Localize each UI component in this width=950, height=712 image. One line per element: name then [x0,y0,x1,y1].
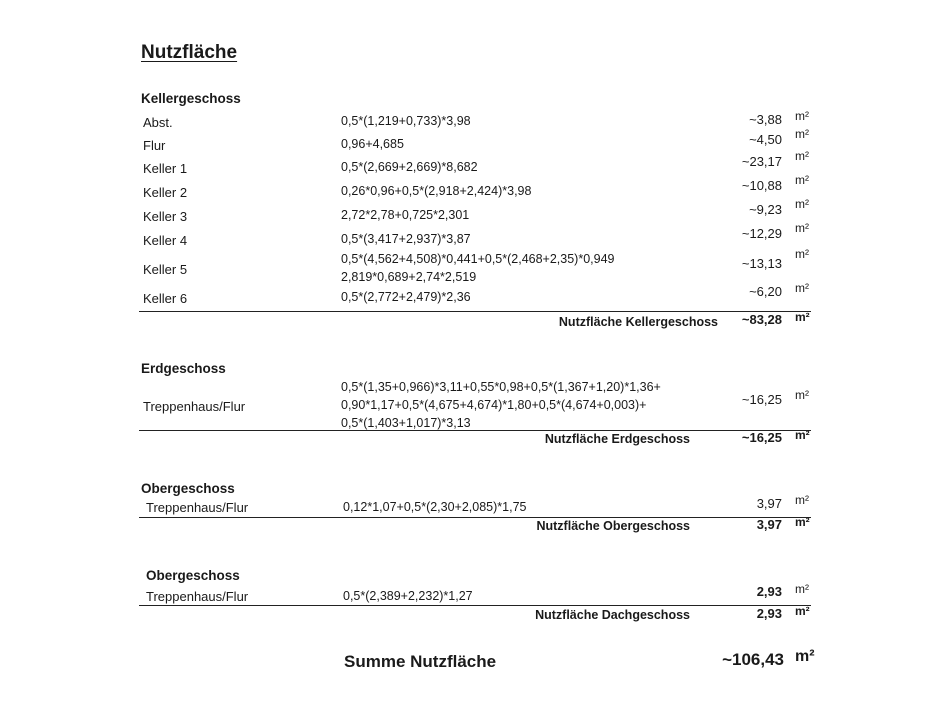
divider [139,430,811,431]
room-label: Treppenhaus/Flur [143,399,246,414]
area-unit: m² [795,493,809,507]
area-value: ~9,23 [749,202,782,217]
area-unit: m² [795,221,809,235]
section-sum-value: 2,93 [756,606,782,621]
room-label: Keller 3 [143,209,188,224]
area-value: ~3,88 [749,112,782,127]
area-formula: 0,5*(2,389+2,232)*1,27 [343,589,473,603]
room-label: Keller 4 [143,233,188,248]
room-label: Keller 5 [143,262,188,277]
area-value: ~10,88 [741,178,782,193]
area-formula: 0,5*(3,417+2,937)*3,87 [341,232,471,246]
section-sum-value: ~83,28 [741,312,782,327]
formula-line: 0,5*(4,562+4,508)*0,441+0,5*(2,468+2,35)*0,949 [341,252,615,266]
section-title-obergeschoss: Obergeschoss [141,481,235,496]
area-unit: m² [795,197,809,211]
section-sum-label: Nutzfläche Obergeschoss [536,519,690,533]
formula-line: 0,90*1,17+0,5*(4,675+4,674)*1,80+0,5*(4,674+0,003)+ [341,398,647,412]
divider [139,517,811,518]
formula-line: 0,5*(1,403+1,017)*3,13 [341,416,471,430]
area-formula [341,378,661,432]
section-title-erdgeschoss: Erdgeschoss [141,361,226,376]
area-unit: m² [795,127,809,141]
room-label: Abst. [143,115,173,130]
area-value: ~6,20 [749,284,782,299]
area-unit: m² [795,388,809,402]
area-formula: 0,96+4,685 [341,137,404,151]
area-unit: m² [795,149,809,163]
area-value: ~12,29 [741,226,782,241]
area-value: 3,97 [756,496,782,511]
section-title-kellergeschoss: Kellergeschoss [141,91,241,106]
area-unit: m² [795,173,809,187]
area-unit: m² [795,247,809,261]
area-formula: 0,26*0,96+0,5*(2,918+2,424)*3,98 [341,184,532,198]
area-value: ~23,17 [741,154,782,169]
page-title: Nutzfläche [141,42,238,63]
section-title-dachgeschoss: Obergeschoss [146,568,240,583]
area-value: 2,93 [756,584,782,599]
area-formula: 0,12*1,07+0,5*(2,30+2,085)*1,75 [343,500,527,514]
divider [139,311,811,312]
area-formula: 0,5*(2,669+2,669)*8,682 [341,160,478,174]
room-label: Treppenhaus/Flur [146,500,249,515]
total-value: ~106,43 [722,650,784,669]
room-label: Keller 6 [143,291,188,306]
area-unit: m² [795,109,809,123]
room-label: Flur [143,138,166,153]
section-sum-unit: m² [795,515,810,529]
area-unit: m² [795,582,809,596]
section-sum-unit: m² [795,310,810,324]
section-sum-label: Nutzfläche Kellergeschoss [558,315,718,329]
section-sum-unit: m² [795,604,810,618]
area-formula [341,250,615,286]
area-value: ~13,13 [741,256,782,271]
room-label: Keller 2 [143,185,188,200]
formula-line: 2,819*0,689+2,74*2,519 [341,270,477,284]
section-sum-unit: m² [795,428,810,442]
total-unit: m² [795,648,815,665]
room-label: Treppenhaus/Flur [146,589,249,604]
section-sum-label: Nutzfläche Erdgeschoss [544,432,690,446]
area-formula: 0,5*(1,219+0,733)*3,98 [341,114,471,128]
area-unit: m² [795,281,809,295]
section-sum-value: 3,97 [756,517,782,532]
section-sum-value: ~16,25 [741,430,782,445]
area-value: ~4,50 [749,132,782,147]
total-label: Summe Nutzfläche [344,652,497,671]
area-formula: 0,5*(2,772+2,479)*2,36 [341,290,471,304]
room-label: Keller 1 [143,161,188,176]
divider [139,605,811,606]
area-formula: 2,72*2,78+0,725*2,301 [341,208,470,222]
section-sum-label: Nutzfläche Dachgeschoss [535,608,690,622]
area-value: ~16,25 [741,392,782,407]
formula-line: 0,5*(1,35+0,966)*3,11+0,55*0,98+0,5*(1,367+1,20)*1,36+ [341,380,661,394]
